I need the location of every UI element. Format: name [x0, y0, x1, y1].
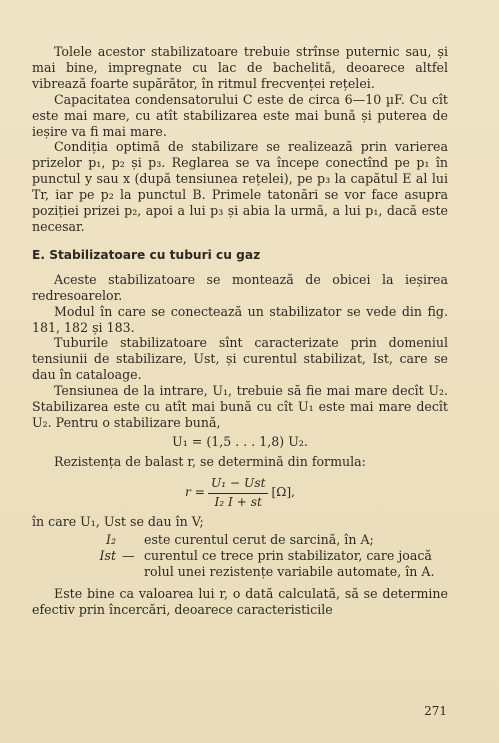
paragraph: Aceste stabilizatoare se montează de obicei la ieșirea redresoarelor. [32, 271, 448, 303]
paragraph: Tensiunea de la intrare, U₁, trebuie să fie mai mare decît U₂. Stabilizarea este cu atît mai bună cu cît U₁ este mai mare decît U₂. Pentru o stabilizare bună, [32, 383, 448, 430]
page-number: 271 [424, 704, 447, 718]
paragraph: Tolele acestor stabilizatoare trebuie strînse puternic sau, și mai bine, impregnate cu lac de bachelită, deoarece altfel vibrează foarte supărător, în ritmul frecvenței rețelei. [32, 44, 448, 91]
paragraph: Tuburile stabilizatoare sînt caracterizate prin domeniul tensiunii de stabilizare, Ust, și curentul stabilizat, Ist, care se dau în cataloage. [32, 335, 448, 383]
definitions-intro: în care U₁, Ust se dau în V; [32, 514, 204, 530]
page-body [32, 44, 448, 618]
definition-symbol: I₂ [105, 532, 116, 548]
fraction-numerator: U₁ − Ust [208, 476, 269, 494]
formula-lhs: r = [185, 485, 205, 500]
section-heading: E. Stabilizatoare cu tuburi cu gaz [32, 247, 261, 262]
definition-dash: — [122, 548, 135, 564]
definition-symbol: Ist [99, 548, 116, 564]
fraction [208, 476, 269, 511]
paragraph: Modul în care se conectează un stabilizator se vede din fig. 181, 182 și 183. [32, 303, 448, 335]
formula-unit: [Ω], [271, 485, 295, 500]
definition-text: este curentul cerut de sarcină, în A; [144, 532, 374, 548]
definition-text: curentul ce trece prin stabilizator, care joacă rolul unei rezistențe variabile automate, în A. [144, 548, 435, 580]
formula-ballast-resistance [32, 476, 448, 511]
paragraph: Capacitatea condensatorului C este de circa 6—10 µF. Cu cît este mai mare, cu atît stabilizarea este mai bună și puterea de ieșire va fi mai mare. [32, 91, 448, 139]
definitions-list [32, 532, 448, 580]
fraction-denominator: I₂ I + st [214, 494, 262, 509]
paragraph: Este bine ca valoarea lui r, o dată calculată, să se determine efectiv prin încercări, deoarece caracteristicile [32, 586, 448, 617]
paragraph: Condiția optimă de stabilizare se realizează prin varierea prizelor p₁, p₂ și p₃. Reglarea se va începe conectînd pe p₁ în punctul y sau x (după tensiunea rețelei), pe p₃ la capătul E al lui Tr, iar pe p₂ la punctul B. Primele tatonări se vor face asupra poziției prizei p₂, apoi a lui p₃ și abia la urmă, a lui p₁, dacă este necesar. [32, 139, 448, 234]
definition-dash [122, 532, 144, 548]
paragraph: Rezistența de balast r, se determină din formula: [54, 453, 366, 469]
formula-ratio: U₁ = (1,5 . . . 1,8) U₂. [172, 433, 308, 449]
